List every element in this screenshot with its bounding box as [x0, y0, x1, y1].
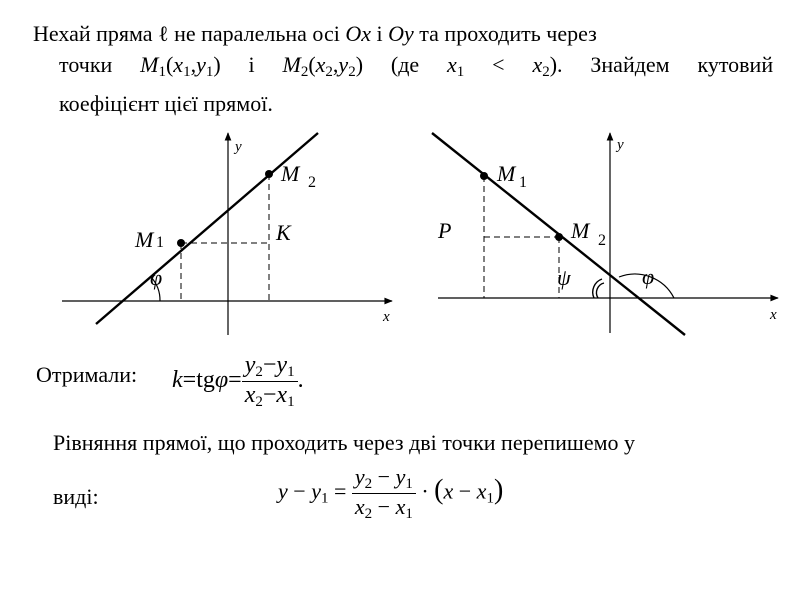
left-k-label: K	[276, 220, 291, 245]
right-point-m2	[555, 233, 563, 241]
slope-figures	[0, 125, 800, 340]
slope-numerator: $y_2-y_1$	[242, 352, 298, 382]
two-point-denominator: $x_2 - x_1$	[354, 494, 413, 522]
svg-text:M: M	[135, 227, 154, 252]
condition: $x_1 < x_2$).	[447, 52, 563, 80]
slope-denominator: $x_2-x_1$	[244, 382, 295, 410]
oy-label: Oy	[388, 21, 414, 46]
two-point-numerator: $y_2 - y_1$	[352, 464, 416, 494]
left-m2-label	[280, 161, 316, 191]
figure-left	[62, 133, 392, 335]
two-point-line-formula: $y - y_1$ = $\frac{y_2 - y_1}{x_2 - x_1}$ · $(x - x_1)$	[278, 464, 504, 522]
point-m2: $M_2(x_2,y_2)$	[282, 52, 364, 80]
left-point-m2	[265, 170, 273, 178]
line-equation-view-label: виді:	[53, 484, 99, 509]
left-y-axis-label: y	[235, 139, 242, 155]
intro-paragraph	[33, 18, 773, 119]
intro-line-2: точки $M_1(x_1,y_1)$ і $M_2(x_2,y_2)$ (де $x_1 < x_2$). Знайдем кутовий	[59, 52, 774, 80]
right-p-label: P	[438, 218, 452, 243]
intro-line-3: коефіцієнт цієї прямої.	[59, 91, 273, 116]
right-point-m1	[480, 172, 488, 180]
result-label: Отримали:	[36, 362, 138, 387]
right-m2-label	[570, 218, 606, 249]
svg-text:1: 1	[156, 234, 164, 251]
slope-fraction	[242, 352, 298, 411]
svg-text:1: 1	[519, 174, 527, 191]
right-phi-label: φ	[642, 264, 655, 289]
ox-label: Ox	[345, 21, 371, 46]
intro-line-1: Нехай пряма ℓ не паралельна осі Ox і Oy та проходить через	[33, 21, 597, 46]
svg-text:2: 2	[598, 232, 606, 249]
svg-text:2: 2	[308, 174, 316, 191]
right-x-axis-label: x	[770, 307, 777, 323]
left-x-axis-label: x	[383, 309, 390, 325]
svg-text:M: M	[281, 161, 300, 186]
two-point-fraction	[352, 464, 416, 523]
left-m1-label	[134, 227, 164, 252]
point-m1: $M_1(x_1,y_1)$	[140, 52, 221, 80]
right-psi-arc-inner	[596, 283, 604, 298]
slope-formula: k=tgφ= $\frac{y_2-y_1}{x_2-x_1}$ .	[172, 352, 304, 410]
svg-text:M: M	[497, 161, 516, 186]
figure-right	[432, 133, 778, 335]
right-y-axis-label: y	[617, 137, 624, 153]
left-point-m1	[177, 239, 185, 247]
left-phi-label: φ	[150, 265, 163, 290]
line-equation-text: Рівняння прямої, що проходить через дві точки перепишемо у	[53, 430, 636, 455]
svg-text:M: M	[571, 218, 590, 243]
right-psi-label: ψ	[557, 265, 571, 290]
